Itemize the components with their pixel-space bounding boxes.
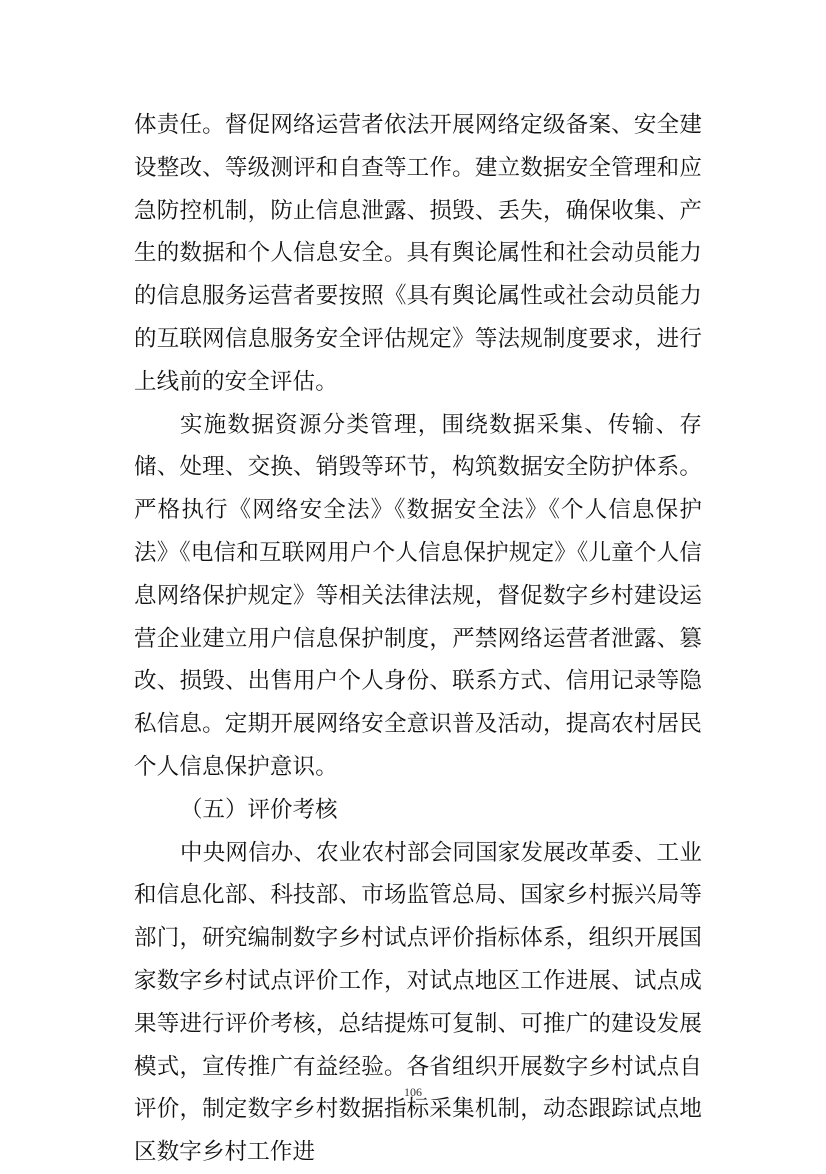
page-body bbox=[134, 104, 702, 1174]
page-number: 106 bbox=[404, 1085, 422, 1099]
section-heading-evaluation: （五）评价考核 bbox=[180, 796, 338, 823]
paragraph-continuation: 体责任。督促网络运营者依法开展网络定级备案、安全建设整改、等级测评和自查等工作。建立数据安全管理和应急防控机制，防止信息泄露、损毁、丢失，确保收集、产生的数据和个人信息安全。具有舆论属性和社会动员能力的信息服务运营者要按照《具有舆论属性或社会动员能力的互联网信息服务安全评估规定》等法规制度要求，进行上线前的安全评估。 bbox=[134, 112, 702, 395]
paragraph-data-resource-management: 实施数据资源分类管理，围绕数据采集、传输、存储、处理、交换、销毁等环节，构筑数据安全防护体系。严格执行《网络安全法》《数据安全法》《个人信息保护法》《电信和互联网用户个人信息保护规定》《儿童个人信息网络保护规定》等相关法律法规，督促数字乡村建设运营企业建立用户信息保护制度，严禁网络运营者泄露、篡改、损毁、出售用户个人身份、联系方式、信用记录等隐私信息。定期开展网络安全意识普及活动，提高农村居民个人信息保护意识。 bbox=[134, 411, 702, 780]
paragraph-evaluation-assessment: 中央网信办、农业农村部会同国家发展改革委、工业和信息化部、科技部、市场监管总局、国家乡村振兴局等部门，研究编制数字乡村试点评价指标体系，组织开展国家数字乡村试点评价工作，对试点地区工作进展、试点成果等进行评价考核，总结提炼可复制、可推广的建设发展模式，宣传推广有益经验。各省组织开展数字乡村试点自评价，制定数字乡村数据指标采集机制，动态跟踪试点地区数字乡村工作进 bbox=[134, 839, 702, 1166]
